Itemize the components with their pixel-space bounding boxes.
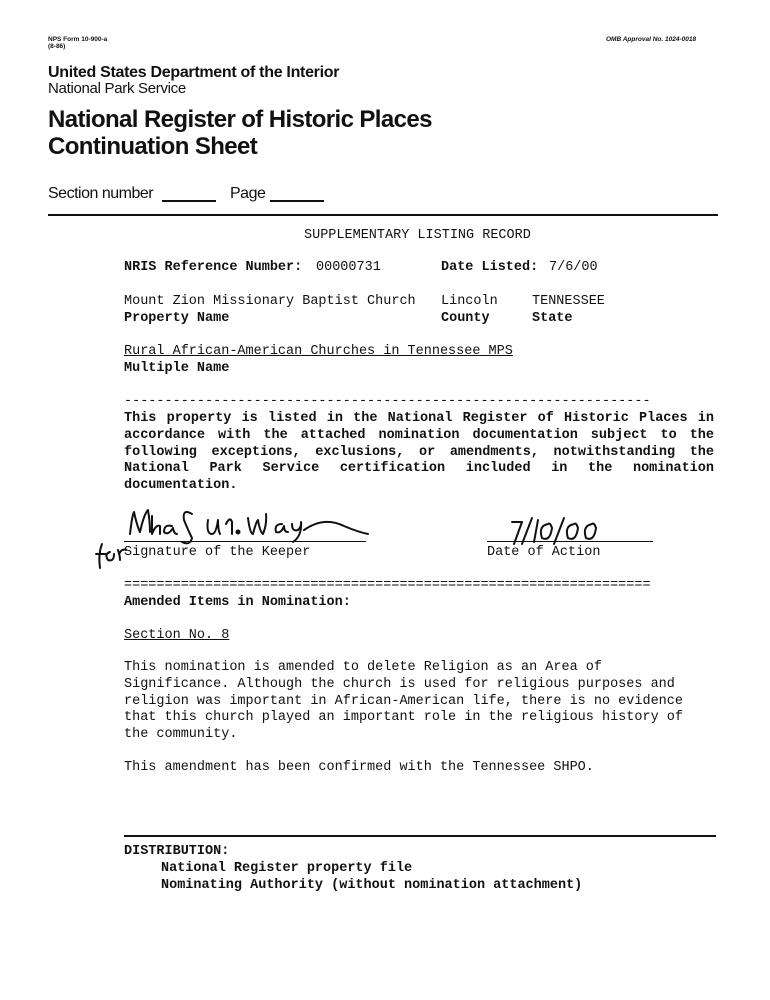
property-name: Mount Zion Missionary Baptist Church	[124, 294, 416, 309]
listing-statement: This property is listed in the National Register of Historic Places in accordance with the attached nomination documentation subject to the following exceptions, exclusions, or amendments, notwithstanding the National Park Service certification included in the nomination documentation.	[124, 411, 714, 494]
section-number-label: Section number	[48, 185, 154, 202]
page-blank	[270, 200, 324, 202]
distribution-item: National Register property file	[161, 861, 413, 876]
form-revision: (8-86)	[48, 43, 66, 50]
dash-rule: -----------------------------------------------------------------	[124, 394, 651, 409]
date-line	[487, 541, 653, 542]
distribution-item: Nominating Authority (without nomination attachment)	[161, 878, 583, 893]
county-value: Lincoln	[441, 294, 498, 309]
amended-items-label: Amended Items in Nomination:	[124, 595, 351, 610]
county-label: County	[441, 311, 490, 326]
property-name-label: Property Name	[124, 311, 230, 326]
keeper-signature	[92, 494, 382, 576]
page-label: Page	[230, 185, 266, 202]
form-id: NPS Form 10-900-a	[48, 36, 108, 43]
confirmation-text: This amendment has been confirmed with the Tennessee SHPO.	[124, 760, 594, 775]
department-name: United States Department of the Interior	[48, 64, 340, 81]
handwritten-date	[508, 514, 604, 548]
signature-label: Signature of the Keeper	[124, 545, 311, 560]
omb-approval: OMB Approval No. 1024-0018	[606, 36, 697, 43]
date-listed-label: Date Listed:	[441, 260, 539, 275]
equals-rule: =================================================================	[124, 578, 651, 593]
page-title: National Register of Historic Places	[48, 106, 432, 133]
multiple-name-label: Multiple Name	[124, 361, 230, 376]
date-listed-value: 7/6/00	[549, 260, 598, 275]
section-reference: Section No. 8	[124, 628, 230, 643]
section-number-blank	[162, 200, 216, 202]
distribution-rule	[124, 835, 716, 837]
state-label: State	[532, 311, 573, 326]
state-value: TENNESSEE	[532, 294, 605, 309]
amendment-text: This nomination is amended to delete Religion as an Area of Significance. Although the church is used for religious purposes and religion was important in African-American life, there is no evidence that this church played an important role in the religious history of the community.	[124, 660, 683, 743]
page-subtitle: Continuation Sheet	[48, 133, 258, 160]
multiple-name: Rural African-American Churches in Tennessee MPS	[124, 344, 513, 359]
service-name: National Park Service	[48, 80, 186, 97]
nris-label: NRIS Reference Number:	[124, 260, 303, 275]
header-rule	[48, 214, 718, 216]
nris-value: 00000731	[316, 260, 381, 275]
distribution-label: DISTRIBUTION:	[124, 844, 230, 859]
record-heading: SUPPLEMENTARY LISTING RECORD	[304, 228, 531, 243]
signature-line	[124, 541, 366, 542]
date-of-action-label: Date of Action	[487, 545, 601, 560]
